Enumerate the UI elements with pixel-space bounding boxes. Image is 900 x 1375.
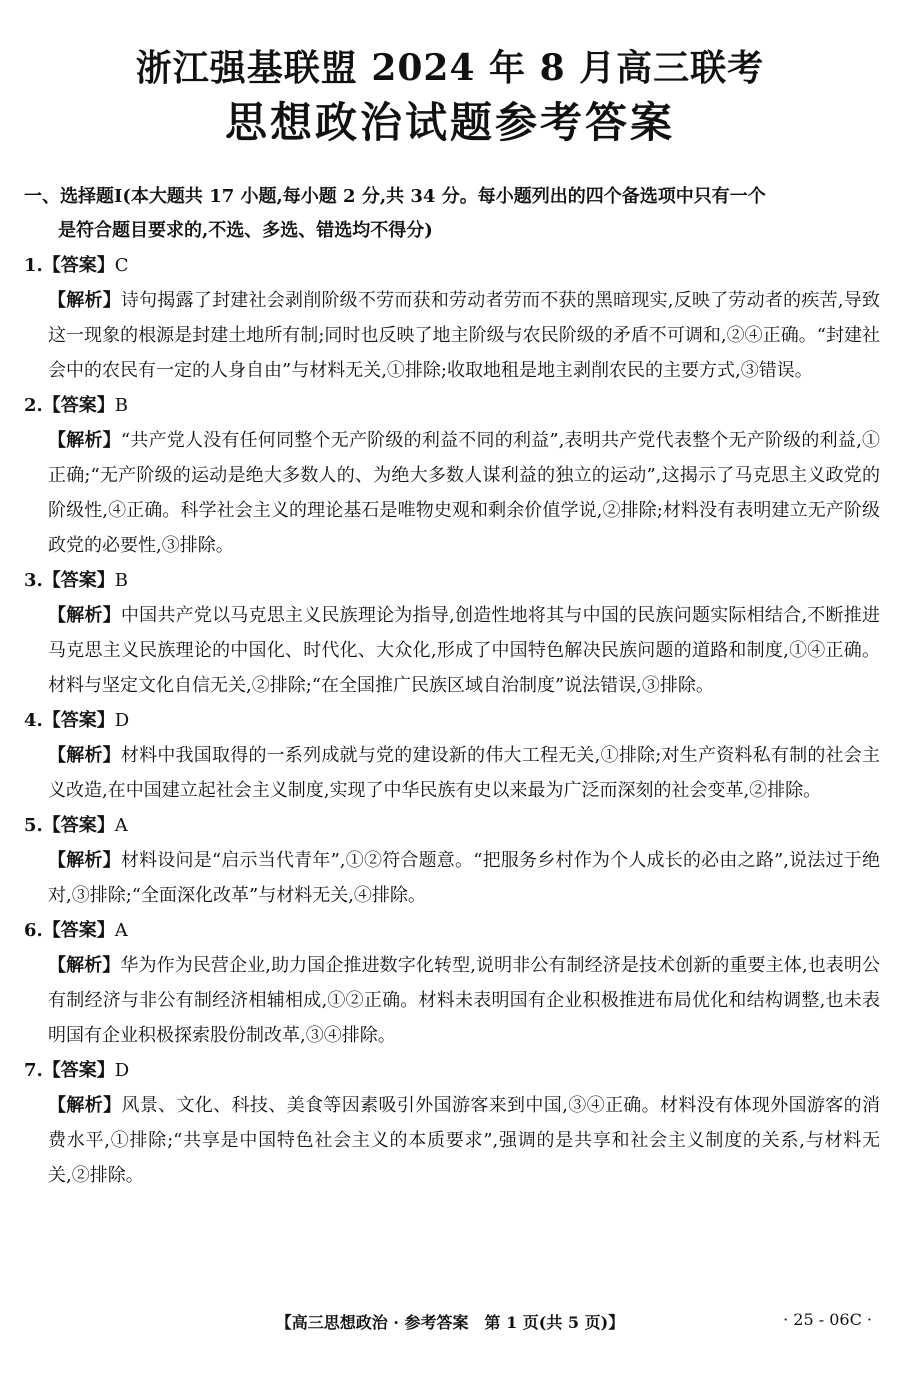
- page-title: 浙江强基联盟 2024 年 8 月高三联考: [135, 47, 765, 89]
- question-answer: [24, 808, 880, 843]
- answer-tag: 【答案】: [42, 815, 115, 836]
- section-heading: [24, 180, 880, 248]
- question-answer: [24, 703, 880, 738]
- question-explanation: [24, 1088, 880, 1193]
- explanation-text: 华为作为民营企业,助力国企推进数字化转型,说明非公有制经济是技术创新的重要主体,也表明公有制经济与非公有制经济相辅相成,①②正确。材料未表明国有企业积极推进布局优化和结构调整,也未表明国有企业积极探索股份制改革,③④排除。: [48, 955, 880, 1046]
- explanation-text: 风景、文化、科技、美食等因素吸引外国游客来到中国,③④正确。材料没有体现外国游客的消费水平,①排除;“共享是中国特色社会主义的本质要求”,强调的是共享和社会主义制度的关系,与材料无关,②排除。: [48, 1095, 881, 1186]
- answer-value: D: [114, 710, 130, 731]
- question-number: 1.: [24, 255, 43, 276]
- explanation-tag: 【解析】: [48, 745, 121, 766]
- answer-content: [24, 180, 880, 1193]
- question-number: 5.: [24, 815, 43, 836]
- explanation-tag: 【解析】: [48, 430, 121, 451]
- answer-tag: 【答案】: [42, 395, 115, 416]
- answer-value: C: [114, 255, 129, 276]
- explanation-text: 材料中我国取得的一系列成就与党的建设新的伟大工程无关,①排除;对生产资料私有制的社会主义改造,在中国建立起社会主义制度,实现了中华民族有史以来最为广泛而深刻的社会变革,②排除。: [48, 745, 880, 801]
- question-number: 6.: [24, 920, 43, 941]
- page-footer: [0, 1310, 900, 1340]
- question-number: 3.: [24, 570, 43, 591]
- explanation-text: 中国共产党以马克思主义民族理论为指导,创造性地将其与中国的民族问题实际相结合,不断推进马克思主义民族理论的中国化、时代化、大众化,形成了中国特色解决民族问题的道路和制度,①④正确。材料与坚定文化自信无关,②排除;“在全国推广民族区域自治制度”说法错误,③排除。: [48, 605, 880, 696]
- question-answer: [24, 388, 880, 423]
- question-explanation: [24, 948, 880, 1053]
- question-explanation: [24, 423, 880, 563]
- answer-value: A: [114, 920, 128, 941]
- explanation-text: 诗句揭露了封建社会剥削阶级不劳而获和劳动者劳而不获的黑暗现实,反映了劳动者的疾苦,导致这一现象的根源是封建土地所有制;同时也反映了地主阶级与农民阶级的矛盾不可调和,②④正确。“封建社会中的农民有一定的人身自由”与材料无关,①排除;收取地租是地主剥削农民的主要方式,③错误。: [48, 290, 880, 381]
- question-explanation: [24, 738, 880, 808]
- question-answer: [24, 1053, 880, 1088]
- explanation-tag: 【解析】: [48, 1095, 122, 1116]
- answer-tag: 【答案】: [42, 920, 115, 941]
- question-number: 7.: [24, 1060, 43, 1081]
- page-subtitle: 思想政治试题参考答案: [224, 98, 675, 147]
- question-explanation: [24, 598, 880, 703]
- question-number: 2.: [24, 395, 43, 416]
- answer-value: B: [114, 570, 129, 591]
- section-heading-line2: 是符合题目要求的,不选、多选、错选均不得分): [58, 220, 433, 241]
- section-heading-line1: 一、选择题Ⅰ(本大题共 17 小题,每小题 2 分,共 34 分。每小题列出的四个备选项中只有一个: [24, 186, 766, 207]
- answer-value: B: [114, 395, 129, 416]
- answer-tag: 【答案】: [42, 710, 115, 731]
- explanation-text: 材料设问是“启示当代青年”,①②符合题意。“把服务乡村作为个人成长的必由之路”,说法过于绝对,③排除;“全面深化改革”与材料无关,④排除。: [48, 850, 881, 906]
- explanation-tag: 【解析】: [48, 850, 121, 871]
- question-explanation: [24, 283, 880, 388]
- question-number: 4.: [24, 710, 43, 731]
- explanation-tag: 【解析】: [48, 605, 121, 626]
- answer-tag: 【答案】: [42, 570, 115, 591]
- answer-value: A: [114, 815, 128, 836]
- explanation-tag: 【解析】: [48, 955, 121, 976]
- footer-code: · 25 - 06C ·: [783, 1310, 872, 1329]
- answer-tag: 【答案】: [42, 255, 115, 276]
- answer-value: D: [114, 1060, 130, 1081]
- footer-page-info: 【高三思想政治 · 参考答案 第 1 页(共 5 页)】: [275, 1313, 625, 1332]
- explanation-text: “共产党人没有任何同整个无产阶级的利益不同的利益”,表明共产党代表整个无产阶级的利益,①正确;“无产阶级的运动是绝大多数人的、为绝大多数人谋利益的独立的运动”,这揭示了马克思主义政党的阶级性,④正确。科学社会主义的理论基石是唯物史观和剩余价值学说,②排除;材料没有表明建立无产阶级政党的必要性,③排除。: [48, 430, 881, 556]
- question-answer: [24, 563, 880, 598]
- question-list: [24, 248, 880, 1193]
- explanation-tag: 【解析】: [48, 290, 121, 311]
- question-answer: [24, 248, 880, 283]
- answer-tag: 【答案】: [42, 1060, 115, 1081]
- question-answer: [24, 913, 880, 948]
- question-explanation: [24, 843, 880, 913]
